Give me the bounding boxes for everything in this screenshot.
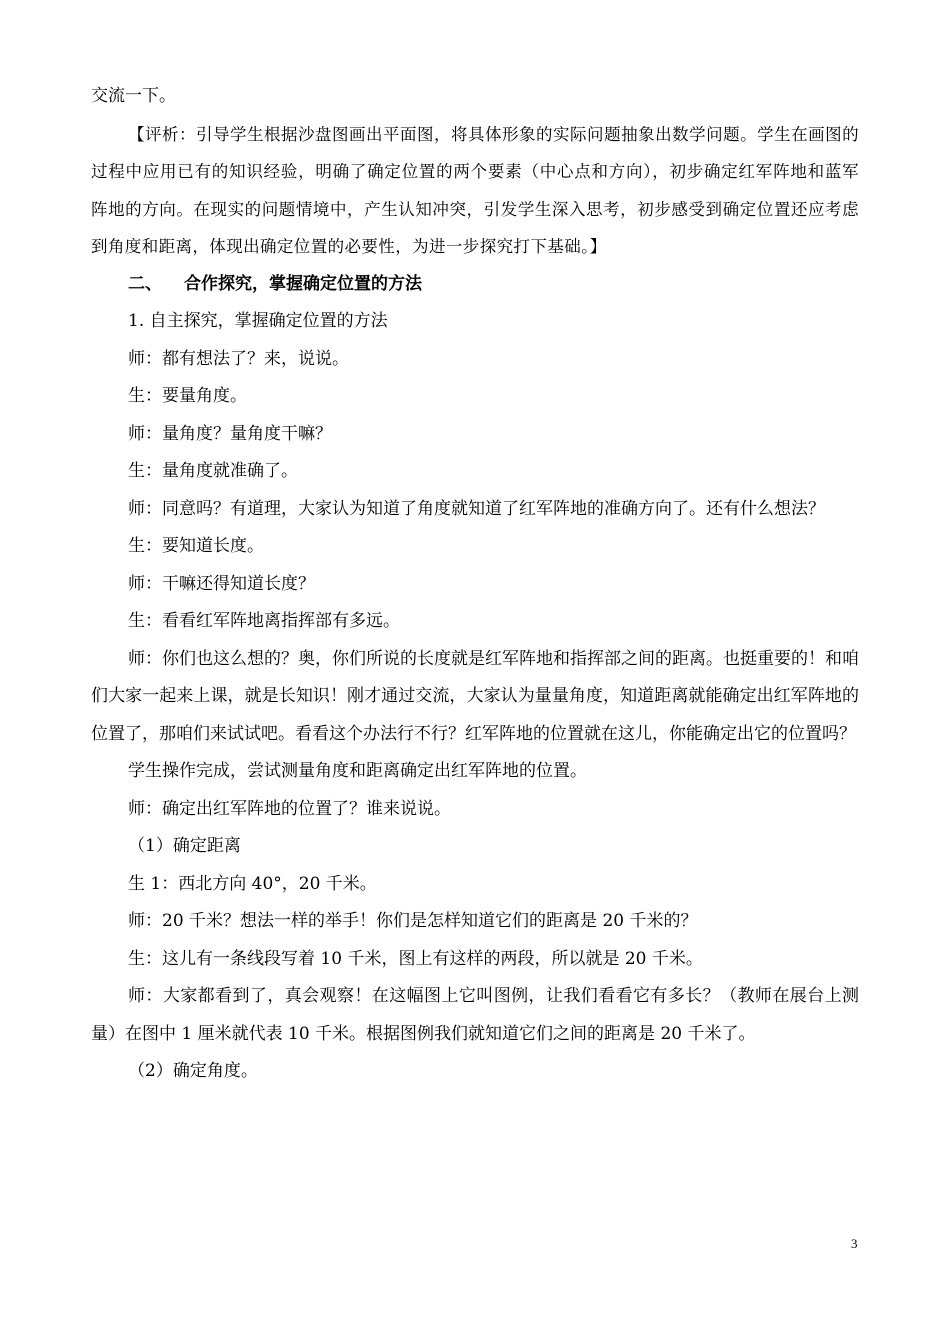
- document-body: [91, 78, 859, 1091]
- dialogue-line: 师：20 千米？想法一样的举手！你们是怎样知道它们的距离是 20 千米的？: [128, 911, 698, 931]
- dialogue-line: 师：干嘛还得知道长度？: [128, 573, 315, 594]
- subsection-title: 1. 自主探究，掌握确定位置的方法: [128, 311, 388, 331]
- dialogue-line: 师：同意吗？有道理，大家认为知道了角度就知道了红军阵地的准确方向了。还有什么想法？: [128, 498, 825, 519]
- dialogue-line: 生：量角度就准确了。: [128, 461, 298, 481]
- page-number: 3: [851, 1236, 858, 1251]
- dialogue-line: 师：都有想法了？来，说说。: [128, 348, 349, 369]
- dialogue-line: 师：量角度？量角度干嘛？: [128, 423, 332, 444]
- section-heading: [91, 266, 859, 304]
- dialogue-line: 生：看看红军阵地离指挥部有多远。: [128, 611, 400, 631]
- subsection-label: （2）确定角度。: [128, 1061, 258, 1081]
- dialogue-line: 师：大家都看到了，真会观察！在这幅图上它叫图例，让我们看看它有多长？（教师在展台上测量）在图中 1 厘米就代表 10 千米。根据图例我们就知道它们之间的距离是 20 千米了。: [91, 986, 859, 1044]
- dialogue-line: 师：你们也这么想的？奥，你们所说的长度就是红军阵地和指挥部之间的距离。也挺重要的！和咱们大家一起来上课，就是长知识！刚才通过交流，大家认为量量角度，知道距离就能确定出红军阵地的位置了，那咱们来试试吧。看看这个办法行不行？红军阵地的位置就在这儿，你能确定出它的位置吗？: [91, 648, 859, 744]
- dialogue-line: 生：要量角度。: [128, 386, 247, 406]
- critique-paragraph: 【评析：引导学生根据沙盘图画出平面图，将具体形象的实际问题抽象出数学问题。学生在画图的过程中应用已有的知识经验，明确了确定位置的两个要素（中心点和方向），初步确定红军阵地和蓝军阵地的方向。在现实的问题情境中，产生认知冲突，引发学生深入思考，初步感受到确定位置还应考虑到角度和距离，体现出确定位置的必要性，为进一步探究打下基础。】: [91, 124, 859, 256]
- section-title: 合作探究，掌握确定位置的方法: [184, 273, 422, 294]
- dialogue-line: 生：要知道长度。: [128, 536, 264, 556]
- section-number: 二、: [128, 273, 162, 294]
- paragraph: 交流一下。: [91, 86, 176, 106]
- dialogue-line: 生：这儿有一条线段写着 10 千米，图上有这样的两段，所以就是 20 千米。: [128, 948, 703, 969]
- dialogue-line: 生 1：西北方向 40°，20 千米。: [128, 873, 377, 894]
- subsection-label: （1）确定距离: [128, 836, 241, 856]
- dialogue-line: 师：确定出红军阵地的位置了？谁来说说。: [128, 798, 451, 819]
- narrative-line: 学生操作完成，尝试测量角度和距离确定出红军阵地的位置。: [128, 761, 587, 781]
